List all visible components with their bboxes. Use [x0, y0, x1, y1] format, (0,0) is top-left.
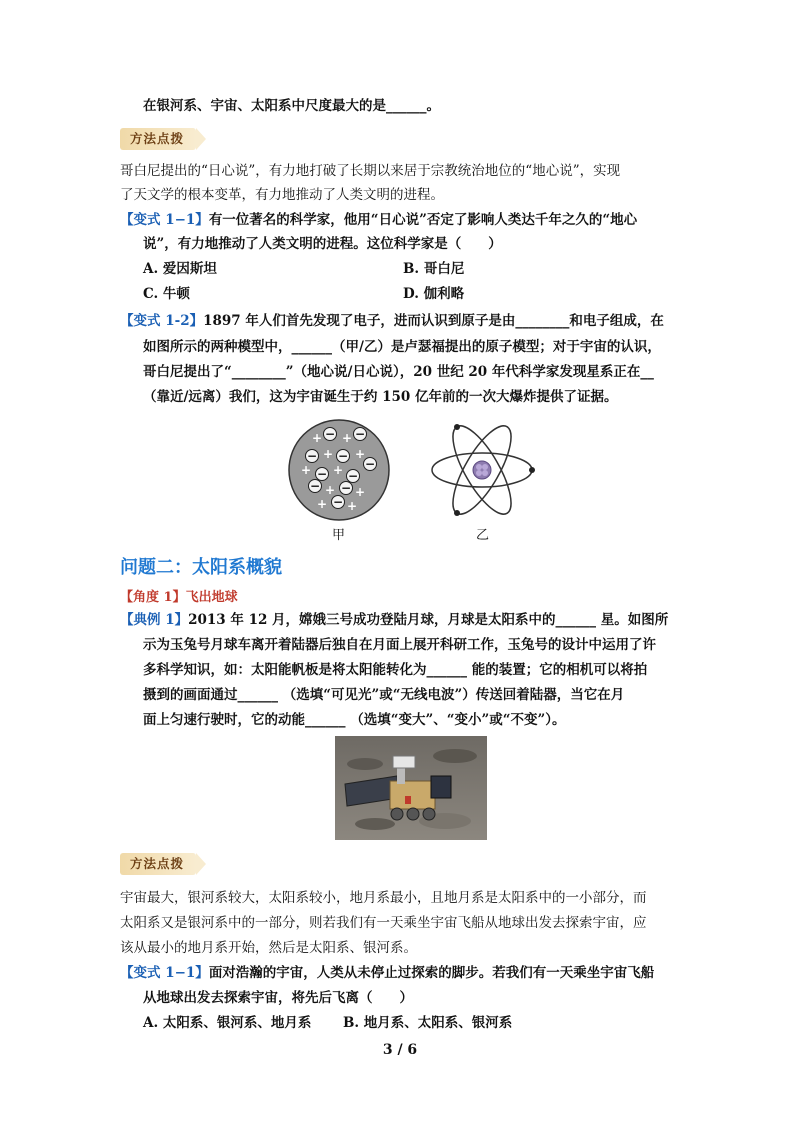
minus-charge: −	[337, 449, 349, 463]
electron	[454, 510, 460, 516]
nucleus	[473, 461, 491, 479]
electron	[529, 467, 535, 473]
lunar-rover-photo	[335, 736, 487, 840]
plus-charge: +	[316, 497, 328, 511]
minus-charge: −	[332, 495, 344, 509]
example-1-line-2: 示为玉兔号月球车离开着陆器后独自在月面上展开科研工作，玉兔号的设计中运用了许	[143, 637, 656, 653]
label-yi: 乙	[476, 528, 490, 543]
variant-text: 有一位著名的科学家，他用“日心说”否定了影响人类达千年之久的“地心	[208, 212, 638, 228]
variant-1-1-line-1	[120, 210, 637, 230]
tip2-line-3: 该从最小的地月系开始，然后是太阳系、银河系。	[120, 940, 417, 956]
option-b-2[interactable]: B. 地月系、太阳系、银河系	[343, 1015, 513, 1031]
option-d[interactable]: D. 伽利略	[403, 286, 465, 302]
minus-charge: −	[340, 481, 352, 495]
variant-2-1-line-1	[120, 963, 654, 983]
plum-pudding-model	[289, 420, 389, 520]
plus-charge: +	[354, 447, 366, 461]
minus-charge: −	[309, 479, 321, 493]
variant-text: 面对浩瀚的宇宙，人类从未停止过探索的脚步。若我们有一天乘坐宇宙飞船	[208, 965, 655, 981]
plus-charge: +	[300, 463, 312, 477]
variant-tag: 【变式 1-2】	[120, 313, 204, 329]
tip2-line-2: 太阳系又是银河系中的一部分，则若我们有一天乘坐宇宙飞船从地球出发去探索宇宙，应	[120, 915, 647, 931]
minus-charge: −	[306, 449, 318, 463]
option-a-2[interactable]: A. 太阳系、银河系、地月系	[143, 1015, 312, 1031]
minus-charge: −	[324, 427, 336, 441]
plus-charge: +	[324, 483, 336, 497]
label-jia: 甲	[332, 528, 346, 543]
tip1-line-1: 哥白尼提出的“日心说”，有力地打破了长期以来居于宗教统治地位的“地心说”，实现	[120, 163, 621, 179]
plus-charge: +	[341, 431, 353, 445]
variant-1-1-line-2: 说”，有力地推动了人类文明的进程。这位科学家是（ ）	[143, 236, 502, 252]
variant-text: 1897 年人们首先发现了电子，进而认识到原子是由________和电子组成，在	[203, 313, 664, 329]
plus-charge: +	[311, 431, 323, 445]
variant-1-2-line-1	[120, 311, 664, 331]
variant-1-2-line-4: （靠近/远离）我们，这为宇宙诞生于约 150 亿年前的一次大爆炸提供了证据。	[143, 389, 618, 405]
option-a[interactable]: A. 爱因斯坦	[143, 261, 217, 277]
method-tip-badge: 方法点拨	[120, 128, 196, 150]
example-1-line-1	[120, 610, 668, 630]
atom-models-figure	[0, 412, 800, 552]
example-text: 2013 年 12 月，嫦娥三号成功登陆月球，月球是太阳系中的______ 星。如图所	[188, 612, 669, 628]
top-question: 在银河系、宇宙、太阳系中尺度最大的是______。	[143, 98, 440, 114]
variant-1-2-line-3: 哥白尼提出了“________”（地心说/日心说），20 世纪 20 年代科学家发现星系正在__	[143, 364, 654, 380]
example-1-line-3: 多科学知识，如：太阳能帆板是将太阳能转化为______ 能的装置；它的相机可以将拍	[143, 662, 648, 678]
minus-charge: −	[347, 469, 359, 483]
minus-charge: −	[354, 427, 366, 441]
variant-2-1-line-2: 从地球出发去探索宇宙，将先后飞离（ ）	[143, 990, 413, 1006]
plus-charge: +	[332, 463, 344, 477]
plus-charge: +	[346, 499, 358, 513]
variant-tag: 【变式 1−1】	[120, 965, 209, 981]
option-b[interactable]: B. 哥白尼	[403, 261, 465, 277]
tip1-line-2: 了天文学的根本变革，有力地推动了人类文明的进程。	[120, 187, 444, 203]
example-tag: 【典例 1】	[120, 612, 189, 628]
minus-charge: −	[364, 457, 376, 471]
option-c[interactable]: C. 牛顿	[143, 286, 190, 302]
plus-charge: +	[354, 485, 366, 499]
section-title: 问题二：太阳系概貌	[120, 557, 282, 578]
example-1-line-4: 摄到的画面通过______ （选填“可见光”或“无线电波”）传送回着陆器，当它在月	[143, 687, 625, 703]
electron	[454, 424, 460, 430]
variant-1-2-line-2: 如图所示的两种模型中，______（甲/乙）是卢瑟福提出的原子模型；对于宇宙的认识，	[143, 339, 661, 355]
page-number: 3 / 6	[382, 1042, 418, 1058]
minus-charge: −	[316, 467, 328, 481]
angle-label: 【角度 1】飞出地球	[120, 590, 238, 605]
tip2-line-1: 宇宙最大，银河系较大，太阳系较小，地月系最小，且地月系是太阳系中的一小部分，而	[120, 890, 647, 906]
example-1-line-5: 面上匀速行驶时，它的动能______ （选填“变大”、“变小”或“不变”）。	[143, 712, 566, 728]
method-tip-badge-2: 方法点拨	[120, 853, 196, 875]
variant-tag: 【变式 1−1】	[120, 212, 209, 228]
plus-charge: +	[322, 447, 334, 461]
